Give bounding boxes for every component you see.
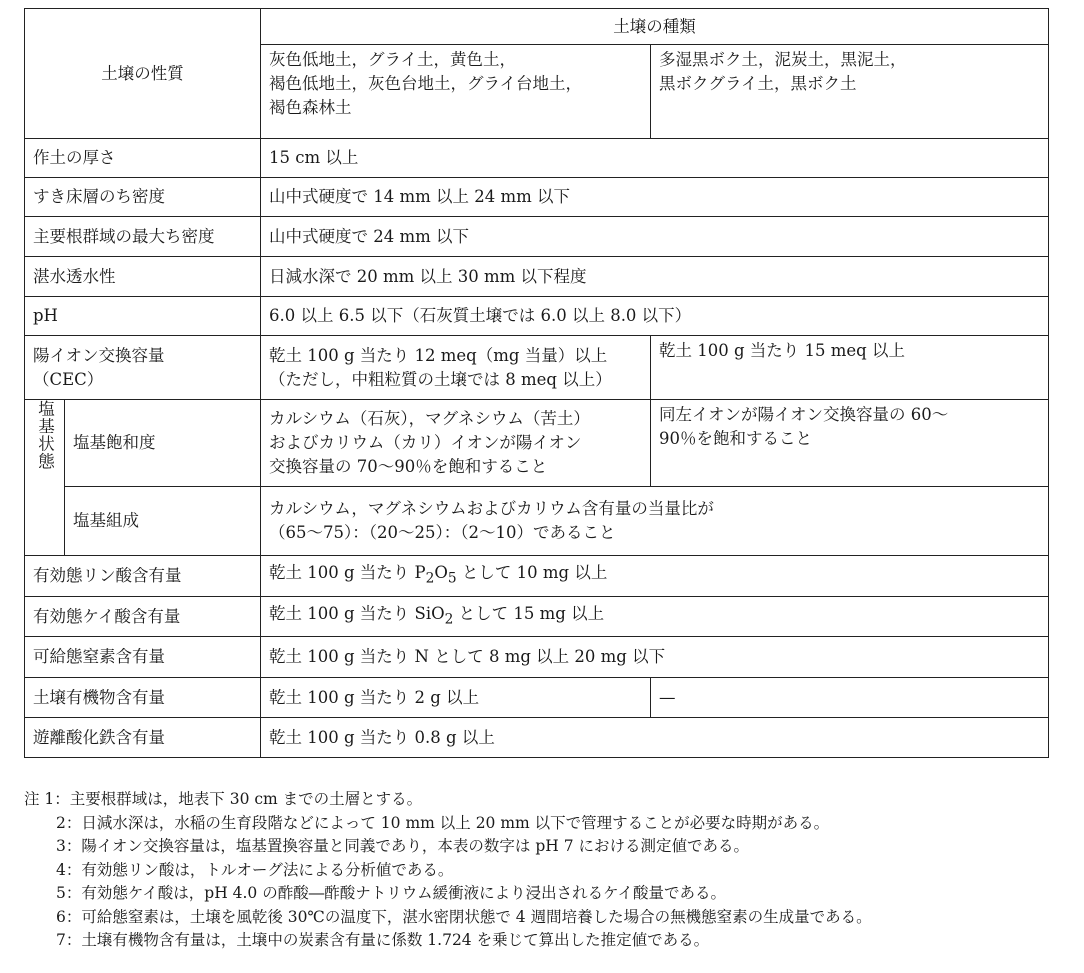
- row-value-b: [651, 400, 1049, 487]
- rinsan-value-post: として 10 mg 以上: [456, 563, 608, 583]
- row-yuuki: [25, 678, 1049, 718]
- row-sukidoko: [25, 178, 1049, 217]
- rinsan-sub-1: 2: [425, 570, 435, 587]
- note-item: 4：有効態リン酸は，トルオーグ法による分析値である。: [56, 860, 454, 879]
- row-tansui: [25, 257, 1049, 297]
- row-ph: [25, 297, 1049, 336]
- row-label: [25, 336, 261, 400]
- row-label: 塩基組成: [65, 487, 261, 556]
- row-value-a: [261, 400, 651, 487]
- houwa-value-b-text: 同左イオンが陽イオン交換容量の 60～ 90％を飽和すること: [659, 405, 949, 448]
- note-item: 6：可給態窒素は，土壌を風乾後 30℃の温度下，湛水密閉状態で 4 週間培養した場合の無機態窒素の生成量である。: [56, 907, 872, 926]
- row-value-a: [261, 336, 651, 400]
- row-label: pH: [25, 297, 261, 336]
- row-label: 塩基飽和度: [65, 400, 261, 487]
- row-value: [261, 597, 1049, 637]
- row-value-b: [651, 336, 1049, 400]
- row-sakudo: [25, 139, 1049, 178]
- header-type-a: [261, 45, 651, 139]
- header-type-b-text: 多湿黒ボク土，泥炭土，黒泥土， 黒ボクグライ土，黒ボク土: [659, 50, 907, 93]
- notes-section: [24, 788, 1074, 953]
- keisan-value-post: として 15 mg 以上: [453, 603, 605, 623]
- header-types-title: [261, 9, 1049, 45]
- soil-properties-table: [24, 8, 1049, 758]
- rinsan-value-mid: O: [434, 563, 448, 583]
- note-item: 5：有効態ケイ酸は，pH 4.0 の酢酸―酢酸ナトリウム緩衝液により浸出されるケイ酸量である。: [56, 884, 726, 902]
- row-label: 有効態リン酸含有量: [25, 556, 261, 597]
- sosei-value-text: カルシウム，マグネシウムおよびカリウム含有量の当量比が （65～75）：（20～25）：（2～10）であること: [269, 499, 714, 542]
- row-label: 土壌有機物含有量: [25, 678, 261, 718]
- houwa-value-a-text: カルシウム（石灰），マグネシウム（苦土） およびカリウム（カリ）イオンが陽イオン 交換容量の 70～90％を飽和すること: [269, 409, 590, 476]
- row-cec: [25, 336, 1049, 400]
- row-konkei: [25, 217, 1049, 257]
- row-chisso: [25, 637, 1049, 678]
- row-sosei: [25, 487, 1049, 556]
- row-value: [261, 556, 1049, 597]
- keisan-value-pre: 乾土 100 g 当たり SiO: [269, 603, 445, 623]
- header-type-a-text: 灰色低地土，グライ土，黄色土， 褐色低地土，灰色台地土，グライ台地土， 褐色森林土: [269, 50, 583, 117]
- note-item: 7：土壌有機物含有量は，土壌中の炭素含有量に係数 1.724 を乗じて算出した推定値である。: [56, 931, 710, 949]
- row-value: 日減水深で 20 mm 以上 30 mm 以下程度: [261, 257, 1049, 297]
- rinsan-sub-2: 5: [447, 570, 457, 587]
- row-label: 主要根群域の最大ち密度: [25, 217, 261, 257]
- row-label: 作土の厚さ: [25, 139, 261, 178]
- row-value: 乾土 100 g 当たり 0.8 g 以上: [261, 718, 1049, 758]
- note-item: 3：陽イオン交換容量は，塩基置換容量と同義であり，本表の数字は pH 7 における測定値である。: [56, 837, 749, 855]
- row-value: 山中式硬度で 14 mm 以上 24 mm 以下: [261, 178, 1049, 217]
- note-item: 2：日減水深は，水稲の生育段階などによって 10 mm 以上 20 mm 以下で管理することが必要な時期がある。: [56, 813, 830, 832]
- header-property-label: 土壌の性質: [101, 63, 184, 83]
- header-type-b: [651, 45, 1049, 139]
- row-value: 15 cm 以上: [261, 139, 1049, 178]
- row-keisan: [25, 597, 1049, 637]
- enki-group-label: 塩基状態: [25, 400, 65, 556]
- row-value-b: —: [651, 678, 1049, 718]
- row-value: [261, 487, 1049, 556]
- row-value: 山中式硬度で 24 mm 以下: [261, 217, 1049, 257]
- row-houwa: [25, 400, 1049, 487]
- cec-value-b-text: 乾土 100 g 当たり 15 meq 以上: [659, 341, 905, 360]
- row-value: 乾土 100 g 当たり N として 8 mg 以上 20 mg 以下: [261, 637, 1049, 678]
- header-row-1: [25, 9, 1049, 45]
- cec-value-a-text: 乾土 100 g 当たり 12 meq（mg 当量）以上 （ただし，中粗粒質の土壌では 8 meq 以上）: [269, 345, 612, 389]
- row-label: すき床層のち密度: [25, 178, 261, 217]
- row-value: 6.0 以上 6.5 以下（石灰質土壌では 6.0 以上 8.0 以下）: [261, 297, 1049, 336]
- note-item: 注 1：主要根群域は，地表下 30 cm までの土層とする。: [24, 790, 423, 808]
- header-property: [25, 9, 261, 139]
- row-rinsan: [25, 556, 1049, 597]
- rinsan-value-pre: 乾土 100 g 当たり P: [269, 563, 426, 583]
- row-tetsu: [25, 718, 1049, 758]
- row-label: 可給態窒素含有量: [25, 637, 261, 678]
- header-types-label: 土壌の種類: [613, 16, 696, 36]
- row-label: 遊離酸化鉄含有量: [25, 718, 261, 758]
- keisan-sub: 2: [444, 611, 454, 628]
- cec-label-text: 陽イオン交換容量 （CEC）: [33, 345, 165, 389]
- row-value-a: 乾土 100 g 当たり 2 g 以上: [261, 678, 651, 718]
- row-label: 有効態ケイ酸含有量: [25, 597, 261, 637]
- row-label: 湛水透水性: [25, 257, 261, 297]
